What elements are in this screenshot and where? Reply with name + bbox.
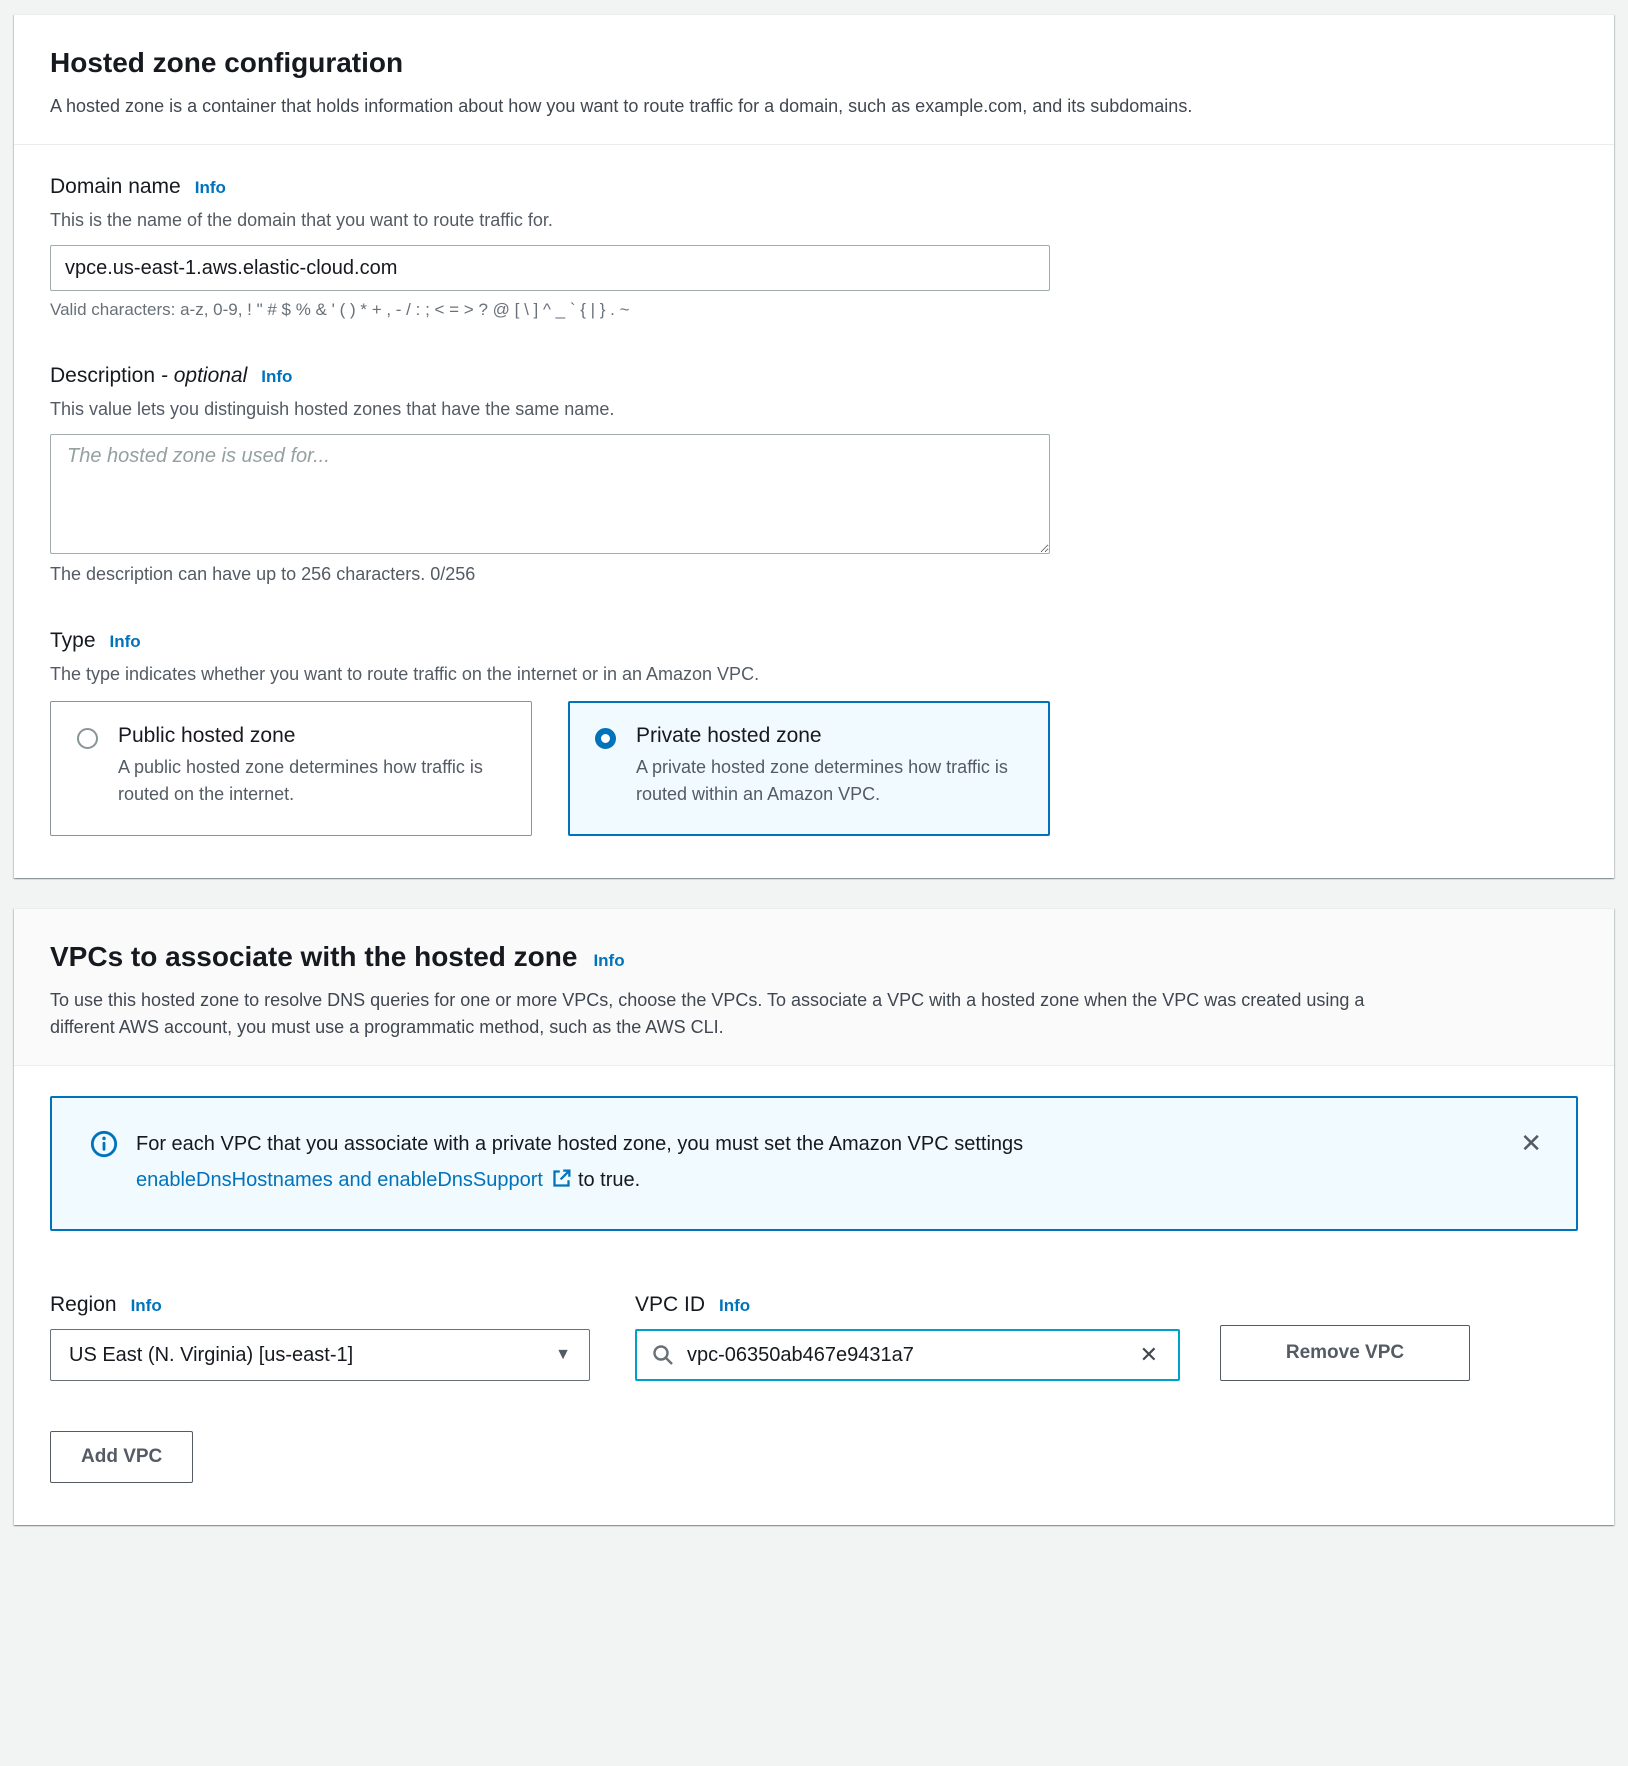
type-field	[50, 629, 1578, 836]
vpc-section-description: To use this hosted zone to resolve DNS queries for one or more VPCs, choose the VPCs. To associate a VPC with a hosted zone when the VPC was created using a different AWS account, you must use a programmatic method, such as the AWS CLI.	[50, 990, 1365, 1037]
vpc-id-label: VPC ID	[635, 1293, 706, 1316]
description-char-hint: The description can have up to 256 characters. 0/256	[50, 564, 476, 584]
vpc-id-search-box	[635, 1329, 1180, 1381]
vpc-section-title: VPCs to associate with the hosted zone	[50, 941, 578, 972]
vpc-card-header	[14, 909, 1614, 1065]
clear-input-icon[interactable]: ✕	[1134, 1340, 1164, 1370]
type-helper: The type indicates whether you want to route traffic on the internet or in an Amazon VPC.	[50, 664, 760, 684]
description-textarea[interactable]	[50, 434, 1050, 554]
vpc-form-row	[50, 1293, 1578, 1381]
hosted-zone-card-header	[14, 15, 1614, 144]
search-icon	[651, 1343, 675, 1367]
description-info-link[interactable]: Info	[261, 367, 293, 386]
private-option-description: A private hosted zone determines how traffic is routed within an Amazon VPC.	[636, 757, 1008, 804]
domain-name-info-link[interactable]: Info	[194, 178, 226, 197]
domain-name-input[interactable]	[50, 245, 1050, 291]
enable-dns-link[interactable]: enableDnsHostnames and enableDnsSupport	[136, 1169, 543, 1191]
vpc-id-info-link[interactable]: Info	[719, 1296, 751, 1315]
description-optional-suffix: - optional	[160, 364, 248, 387]
domain-name-label: Domain name	[50, 175, 181, 198]
private-radio-icon[interactable]	[595, 728, 616, 749]
region-label: Region	[50, 1293, 117, 1316]
region-column	[50, 1293, 590, 1381]
region-info-link[interactable]: Info	[130, 1296, 162, 1315]
region-select[interactable]	[50, 1329, 590, 1381]
vpc-id-column	[635, 1293, 1180, 1381]
vpc-associate-card	[14, 908, 1614, 1525]
vpc-id-input[interactable]	[687, 1344, 1122, 1367]
info-circle-icon	[90, 1130, 118, 1163]
description-helper: This value lets you distinguish hosted zones that have the same name.	[50, 399, 615, 419]
public-hosted-zone-option[interactable]	[50, 701, 532, 836]
vpc-settings-alert	[50, 1096, 1578, 1231]
add-vpc-button[interactable]: Add VPC	[50, 1431, 193, 1483]
region-select-value: US East (N. Virginia) [us-east-1]	[69, 1343, 354, 1366]
private-hosted-zone-option[interactable]	[568, 701, 1050, 836]
public-option-title: Public hosted zone	[118, 724, 296, 747]
type-radio-group	[50, 701, 1578, 836]
hosted-zone-configuration-card	[14, 14, 1614, 878]
private-option-title: Private hosted zone	[636, 724, 822, 747]
chevron-down-icon: ▼	[555, 1346, 571, 1363]
domain-name-field	[50, 175, 1578, 320]
type-info-link[interactable]: Info	[109, 632, 141, 651]
type-label: Type	[50, 629, 96, 652]
alert-text: For each VPC that you associate with a private hosted zone, you must set the Amazon VPC settings enableDnsHostnames and enableDnsSupport to true.	[136, 1126, 1496, 1201]
public-radio-icon[interactable]	[77, 728, 98, 749]
description-field	[50, 364, 1578, 585]
description-label: Description - optional	[50, 364, 248, 387]
hosted-zone-title: Hosted zone configuration	[50, 47, 404, 78]
vpc-section-info-link[interactable]: Info	[593, 951, 625, 970]
alert-close-icon[interactable]: ✕	[1516, 1126, 1546, 1160]
public-option-description: A public hosted zone determines how traffic is routed on the internet.	[118, 757, 483, 804]
hosted-zone-description: A hosted zone is a container that holds information about how you want to route traffic for a domain, such as example.com, and its subdomains.	[50, 96, 1193, 116]
remove-vpc-button[interactable]: Remove VPC	[1220, 1325, 1470, 1381]
vpc-card-body	[14, 1066, 1614, 1525]
external-link-icon	[551, 1165, 572, 1201]
domain-name-helper: This is the name of the domain that you want to route traffic for.	[50, 210, 553, 230]
hosted-zone-card-body	[14, 145, 1614, 878]
domain-name-constraint: Valid characters: a-z, 0-9, ! " # $ % & ' ( ) * + , - / : ; < = > ? @ [ \ ] ^ _ ` { | } . ~	[50, 300, 630, 319]
